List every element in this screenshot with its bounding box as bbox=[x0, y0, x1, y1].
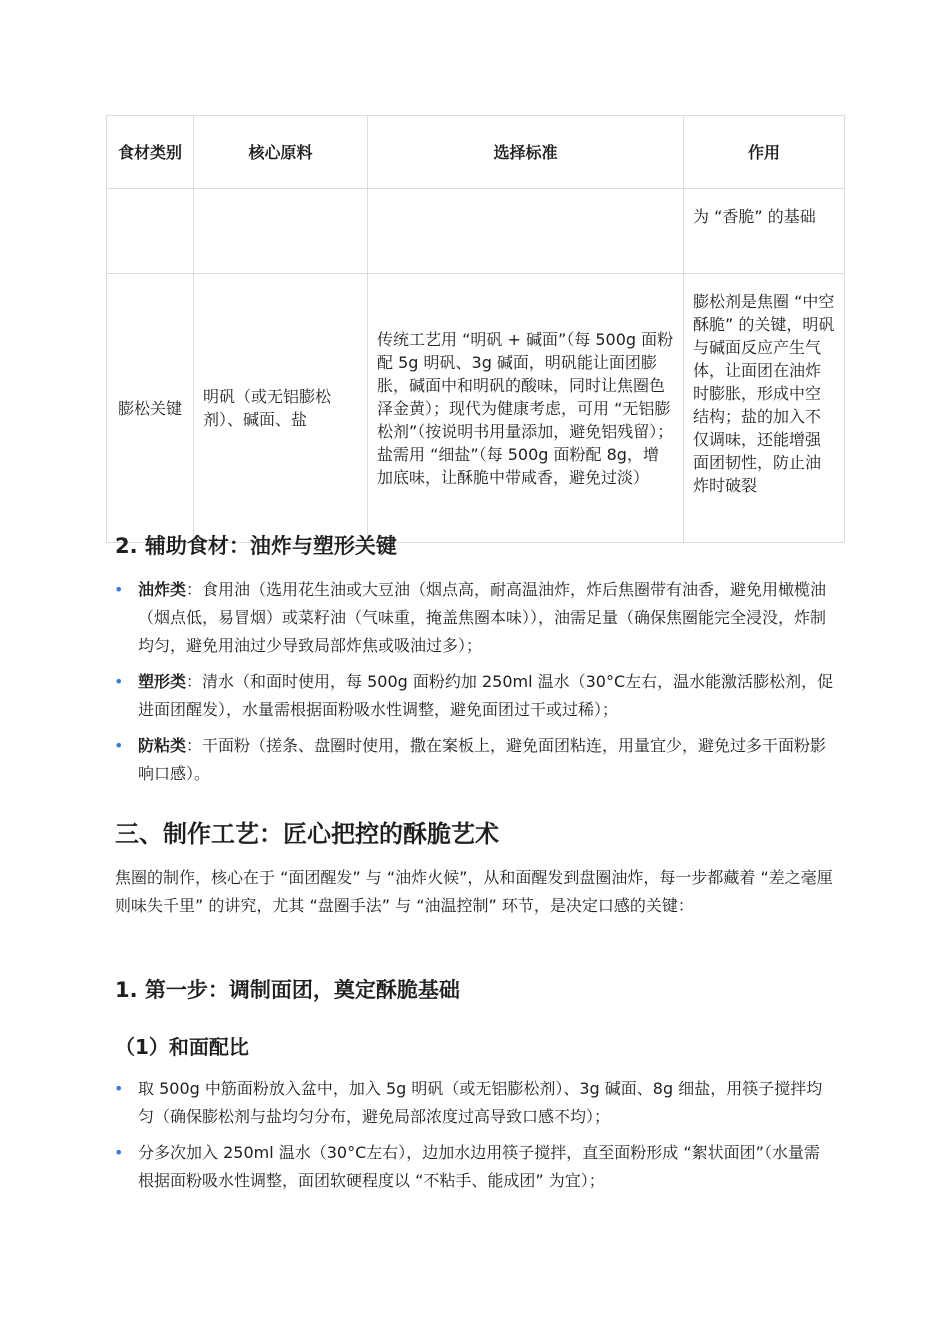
bullet-icon: • bbox=[114, 580, 124, 599]
item-label: 塑形类 bbox=[138, 672, 187, 691]
bullet-icon: • bbox=[114, 736, 124, 755]
ingredients-table bbox=[106, 115, 845, 543]
list-item bbox=[112, 732, 834, 788]
cell-standard: 传统工艺用 “明矾 + 碱面”（每 500g 面粉配 5g 明矾、3g 碱面，明矾能让面团膨胀，碱面中和明矾的酸味，同时让焦圈色泽金黄）；现代为健康考虑，可用 “无铝膨松剂”（按说明书用量添加，避免铝残留）；盐需用 “细盐”（每 500g 面粉配 8g，增加底味，让酥脆中带咸香，避免过淡） bbox=[368, 274, 684, 543]
cell-standard bbox=[368, 189, 684, 274]
step1-heading: 1. 第一步：调制面团，奠定酥脆基础 bbox=[115, 978, 460, 1002]
header-standard: 选择标准 bbox=[368, 116, 684, 189]
table-header-row bbox=[107, 116, 845, 189]
step1-subheading: （1）和面配比 bbox=[115, 1035, 249, 1059]
cell-category: 膨松关键 bbox=[107, 274, 194, 543]
cell-material bbox=[194, 189, 368, 274]
list-item bbox=[112, 576, 834, 660]
item-text: 分多次加入 250ml 温水（30°C左右），边加水边用筷子搅拌，直至面粉形成 “絮状面团”（水量需根据面粉吸水性调整，面团软硬程度以 “不粘手、能成团” 为宜）； bbox=[138, 1143, 820, 1190]
section-heading-aux: 2. 辅助食材：油炸与塑形关键 bbox=[115, 534, 397, 558]
item-text: ：食用油（选用花生油或大豆油（烟点高，耐高温油炸，炸后焦圈带有油香，避免用橄榄油（烟点低，易冒烟）或菜籽油（气味重，掩盖焦圈本味）），油需足量（确保焦圈能完全浸没，炸制均匀，避免用油过少导致局部炸焦或吸油过多）； bbox=[138, 580, 827, 655]
table-row bbox=[107, 274, 845, 543]
bullet-icon: • bbox=[114, 672, 124, 691]
header-category: 食材类别 bbox=[107, 116, 194, 189]
item-text: ：清水（和面时使用，每 500g 面粉约加 250ml 温水（30°C左右，温水能激活膨松剂，促进面团醒发），水量需根据面粉吸水性调整，避免面团过干或过稀）； bbox=[138, 672, 834, 719]
cell-effect: 为 “香脆” 的基础 bbox=[684, 189, 845, 274]
item-text: ：干面粉（搓条、盘圈时使用，撒在案板上，避免面团粘连，用量宜少，避免过多干面粉影响口感）。 bbox=[138, 736, 827, 783]
header-material: 核心原料 bbox=[194, 116, 368, 189]
aux-ingredient-list bbox=[112, 576, 834, 796]
craft-intro-paragraph: 焦圈的制作，核心在于 “面团醒发” 与 “油炸火候”，从和面醒发到盘圈油炸，每一步都藏着 “差之毫厘则味失千里” 的讲究，尤其 “盘圈手法” 与 “油温控制” 环节，是决定口感的关键： bbox=[115, 868, 833, 915]
list-item bbox=[112, 1139, 834, 1195]
dough-steps-list bbox=[112, 1075, 834, 1203]
item-label: 油炸类 bbox=[138, 580, 187, 599]
bullet-icon: • bbox=[114, 1079, 124, 1098]
item-label: 防粘类 bbox=[138, 736, 187, 755]
table-row bbox=[107, 189, 845, 274]
item-text: 取 500g 中筋面粉放入盆中，加入 5g 明矾（或无铝膨松剂）、3g 碱面、8g 细盐，用筷子搅拌均匀（确保膨松剂与盐均匀分布，避免局部浓度过高导致口感不均）； bbox=[138, 1079, 823, 1126]
bullet-icon: • bbox=[114, 1143, 124, 1162]
list-item bbox=[112, 668, 834, 724]
section-heading-craft: 三、制作工艺：匠心把控的酥脆艺术 bbox=[115, 820, 499, 848]
cell-material: 明矾（或无铝膨松剂）、碱面、盐 bbox=[194, 274, 368, 543]
cell-category bbox=[107, 189, 194, 274]
cell-effect: 膨松剂是焦圈 “中空酥脆” 的关键，明矾与碱面反应产生气体，让面团在油炸时膨胀，形成中空结构；盐的加入不仅调味，还能增强面团韧性，防止油炸时破裂 bbox=[684, 274, 845, 543]
list-item bbox=[112, 1075, 834, 1131]
header-effect: 作用 bbox=[684, 116, 845, 189]
